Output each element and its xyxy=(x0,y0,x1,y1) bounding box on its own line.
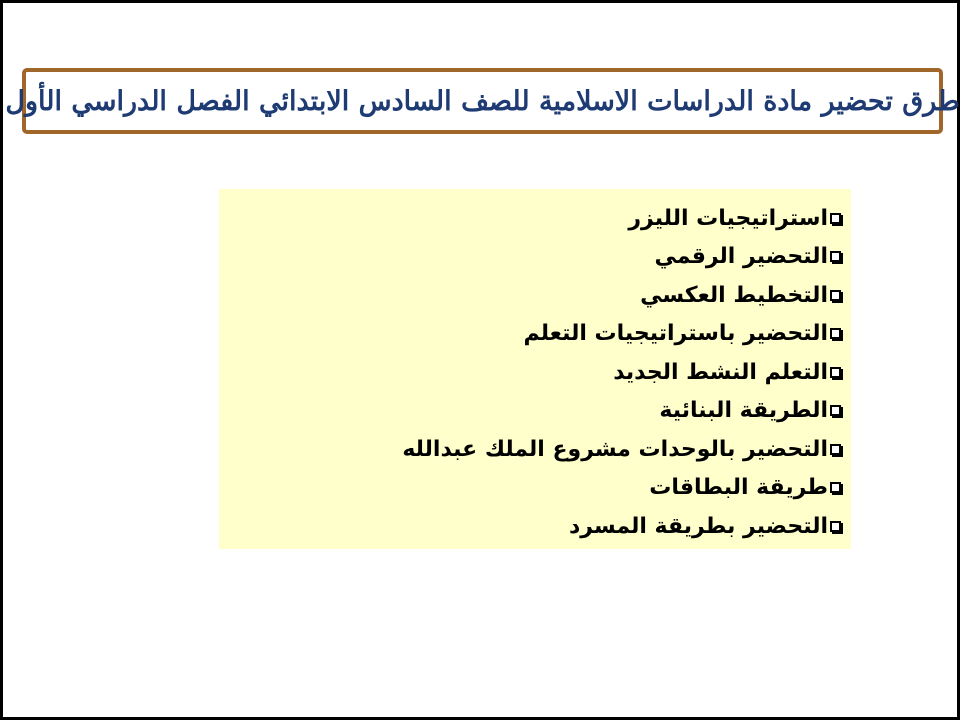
list-item xyxy=(219,315,841,354)
list-item xyxy=(219,430,841,469)
checkbox-square-icon xyxy=(830,213,841,224)
list-item xyxy=(219,238,841,277)
checkbox-square-icon xyxy=(830,367,841,378)
list-item-text: التحضير الرقمي xyxy=(654,244,828,270)
bullet-list xyxy=(219,199,841,546)
list-item xyxy=(219,199,841,238)
checkbox-square-icon xyxy=(830,521,841,532)
list-item-text: استراتيجيات الليزر xyxy=(628,205,828,231)
title-box xyxy=(5,68,960,134)
list-item xyxy=(219,276,841,315)
checkbox-square-icon xyxy=(830,328,841,339)
list-item-text: التعلم النشط الجديد xyxy=(613,359,828,385)
list-item-text: التحضير بالوحدات مشروع الملك عبدالله xyxy=(402,436,828,462)
list-item-text: طريقة البطاقات xyxy=(649,475,828,501)
list-item xyxy=(219,392,841,431)
bullet-list-box xyxy=(219,189,851,549)
checkbox-square-icon xyxy=(830,290,841,301)
list-item-text: التخطيط العكسي xyxy=(640,282,828,308)
checkbox-square-icon xyxy=(830,251,841,262)
list-item xyxy=(219,507,841,546)
list-item xyxy=(219,469,841,508)
list-item xyxy=(219,353,841,392)
checkbox-square-icon xyxy=(830,444,841,455)
checkbox-square-icon xyxy=(830,482,841,493)
checkbox-square-icon xyxy=(830,405,841,416)
slide-title: طرق تحضير مادة الدراسات الاسلامية للصف السادس الابتدائي الفصل الدراسي الأول xyxy=(5,85,960,117)
list-item-text: التحضير بطريقة المسرد xyxy=(568,513,828,539)
list-item-text: التحضير باستراتيجيات التعلم xyxy=(523,321,828,347)
list-item-text: الطريقة البنائية xyxy=(659,398,828,424)
